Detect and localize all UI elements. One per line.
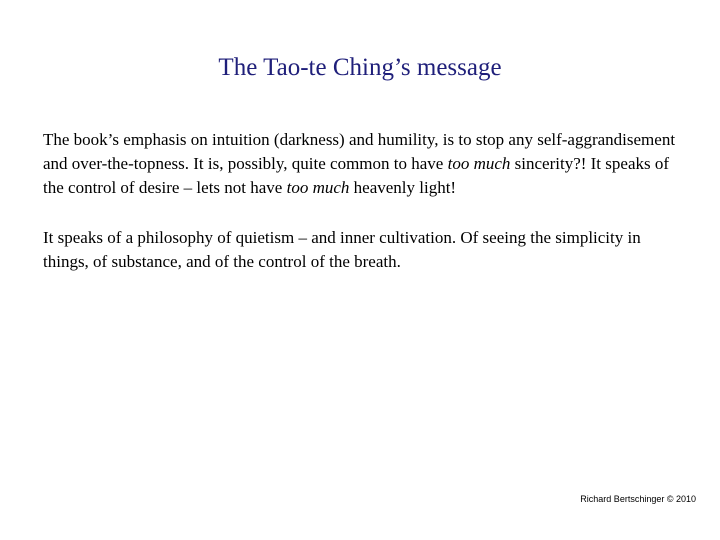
slide-body (43, 128, 683, 274)
paragraph-2: It speaks of a philosophy of quietism – and inner cultivation. Of seeing the simplicity in things, of substance, and of the control of the breath. (43, 228, 641, 271)
paragraph-1-text-a: The book’s emphasis on intuition (darkness) and humility, is to stop any self-aggrandisement and over-the-topness. It is, possibly, quite common to have (43, 130, 676, 173)
slide-title: The Tao-te Ching’s message (218, 54, 502, 81)
emphasis-too-much-1: too much (447, 154, 511, 173)
paragraph-1-text-c: heavenly light! (349, 178, 457, 197)
paragraph-1 (43, 128, 683, 200)
copyright-footer: Richard Bertschinger © 2010 (580, 494, 696, 504)
emphasis-too-much-2: too much (286, 178, 350, 197)
paragraph-1-text-b: sincerity?! It speaks of the control of desire – lets not have (43, 154, 670, 197)
